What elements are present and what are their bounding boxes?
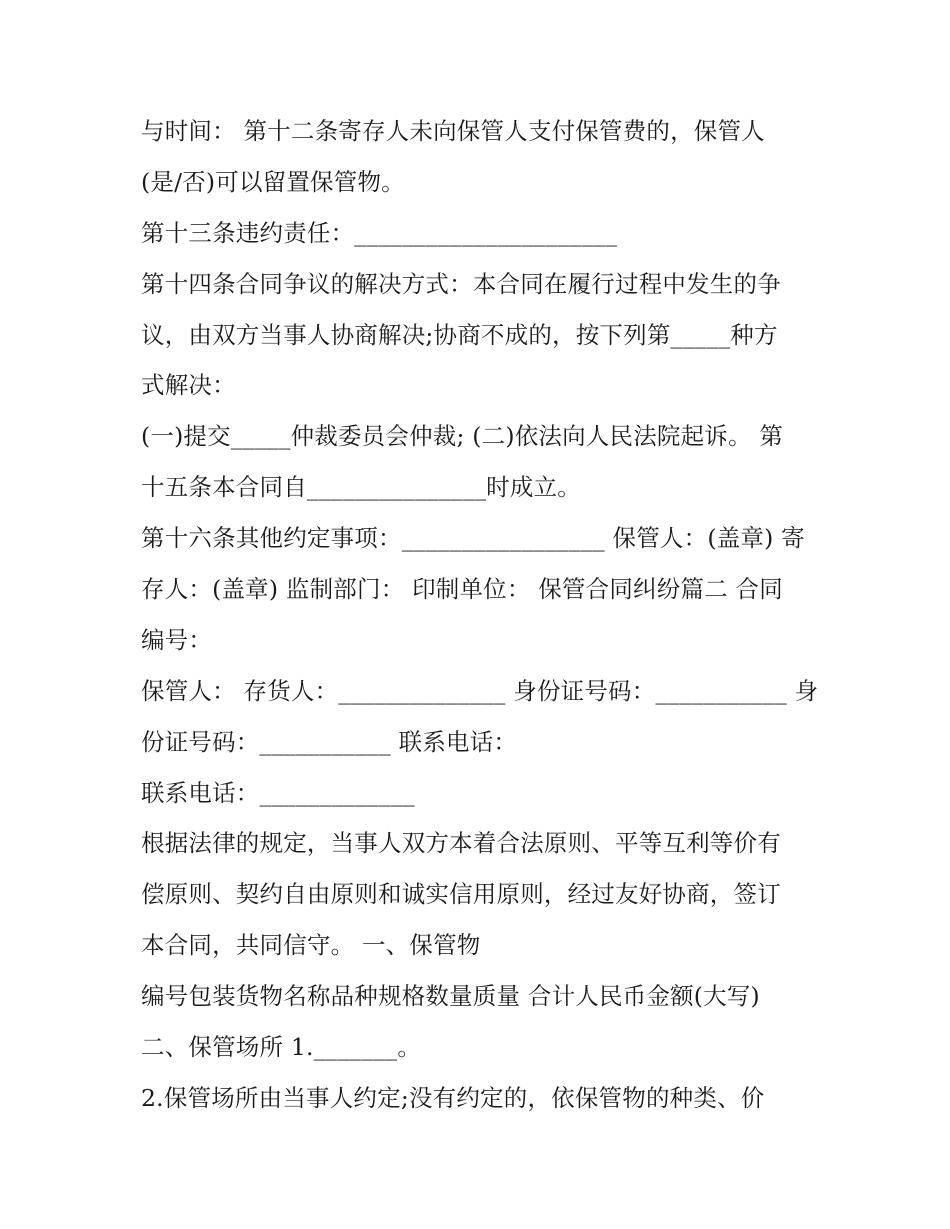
text-line-4: 第十四条合同争议的解决方式：本合同在履行过程中发生的争 [141, 269, 781, 298]
text-line-15: 根据法律的规定，当事人双方本着合法原则、平等互利等价有 [141, 829, 781, 858]
text-line-5: 议，由双方当事人协商解决;协商不成的，按下列第_____种方 [141, 320, 778, 349]
text-line-16: 偿原则、契约自由原则和诚实信用原则，经过友好协商，签订 [141, 880, 781, 909]
text-line-17: 本合同，共同信守。 一、保管物 [141, 931, 481, 960]
text-line-2: (是/否)可以留置保管物。 [141, 167, 405, 196]
text-line-20: 2.保管场所由当事人约定;没有约定的，依保管物的种类、价 [141, 1083, 765, 1112]
text-line-6: 式解决： [141, 371, 236, 400]
text-line-10: 存人：(盖章) 监制部门： 印制单位： 保管合同纠纷篇二 合同 [141, 575, 783, 604]
text-line-14: 联系电话：_____________ [141, 778, 415, 807]
text-line-1: 与时间： 第十二条寄存人未向保管人支付保管费的，保管人 [141, 117, 765, 145]
text-line-9: 第十六条其他约定事项：_________________ 保管人：(盖章) 寄 [141, 524, 805, 553]
text-line-8: 十五条本合同自_______________时成立。 [141, 473, 581, 502]
text-line-12: 保管人： 存货人：______________ 身份证号码：___________ 身 [141, 676, 819, 705]
text-line-3: 第十三条违约责任：______________________ [141, 218, 618, 247]
text-line-19: 二、保管场所 1._______。 [141, 1033, 422, 1062]
text-line-7: (一)提交_____仲裁委员会仲裁; (二)依法向人民法院起诉。 第 [141, 422, 784, 451]
text-line-18: 编号包装货物名称品种规格数量质量 合计人民币金额(大写) [141, 982, 760, 1011]
contract-text-body [141, 106, 821, 1124]
text-line-13: 份证号码：___________ 联系电话： [141, 727, 518, 756]
text-line-11: 编号： [141, 625, 213, 654]
